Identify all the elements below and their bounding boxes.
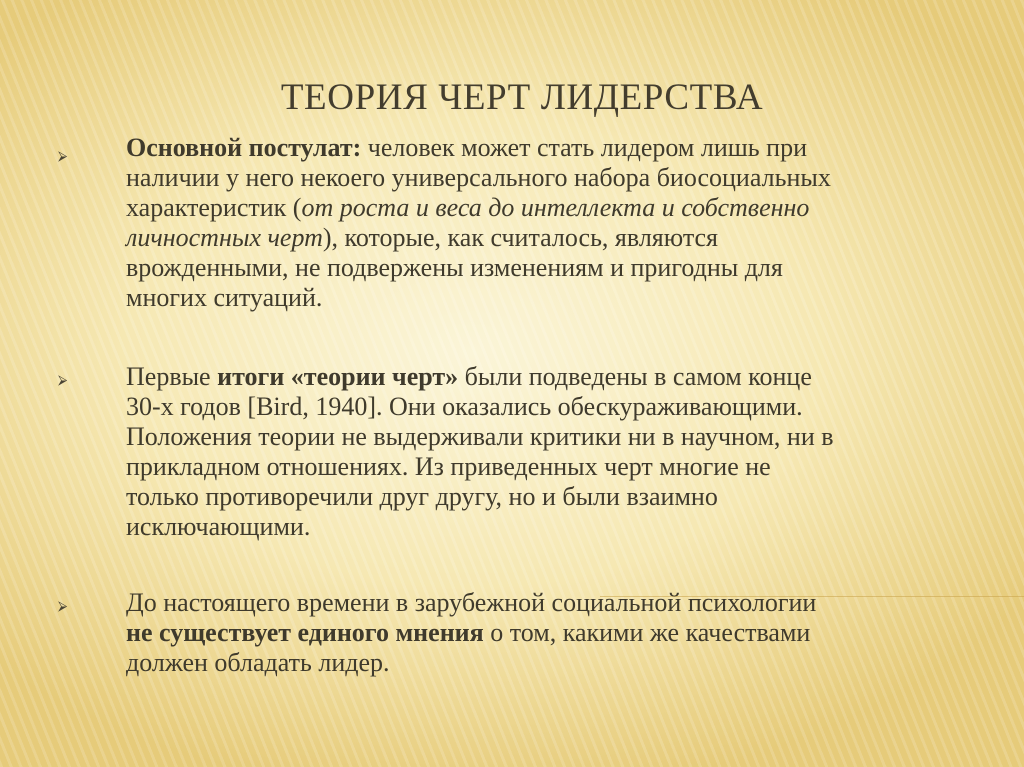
text-run: только противоречили друг другу, но и были взаимно [126, 482, 718, 511]
text-line [126, 193, 1006, 223]
text-run: характеристик ( [126, 193, 302, 222]
bullet-text [126, 133, 1006, 313]
text-run: ), которые, как считалось, являются [322, 223, 719, 252]
text-line [126, 362, 1006, 392]
text-run: 30-х годов [Bird, 1940]. Они оказались обескураживающими. [126, 392, 803, 421]
bullet-arrow-icon: ⮚ [58, 599, 68, 614]
text-line [126, 618, 1006, 648]
text-line [126, 452, 1006, 482]
text-run: должен обладать лидер. [126, 648, 390, 677]
text-line [126, 133, 1006, 163]
text-line [126, 422, 1006, 452]
text-line [126, 283, 1006, 313]
text-line [126, 392, 1006, 422]
text-line [126, 253, 1006, 283]
text-run: личностных черт [126, 223, 323, 252]
text-run: от роста и веса до интеллекта и собственно [301, 193, 810, 222]
bullet-text [126, 362, 1006, 542]
text-line [126, 163, 1006, 193]
text-run: прикладном отношениях. Из приведенных черт многие не [126, 452, 771, 481]
text-run: Основной постулат: [126, 133, 368, 162]
text-run: итоги «теории черт» [217, 362, 459, 391]
text-run: Первые [126, 362, 218, 391]
bullet-text [126, 588, 1006, 678]
text-run: исключающими. [126, 512, 311, 541]
text-line [126, 223, 1006, 253]
text-run: врожденными, не подвержены изменениям и пригодны для [126, 253, 783, 282]
bullet-arrow-icon: ⮚ [58, 149, 68, 164]
slide-title: ТЕОРИЯ ЧЕРТ ЛИДЕРСТВА [280, 77, 764, 118]
text-line [126, 648, 1006, 678]
text-line [126, 512, 1006, 542]
text-run: не существует единого мнения [126, 618, 484, 647]
text-run: были подведены в самом конце [458, 362, 812, 391]
text-line [126, 588, 1006, 618]
text-run: наличии у него некоего универсального набора биосоциальных [126, 163, 831, 192]
text-run: Положения теории не выдерживали критики ни в научном, ни в [126, 422, 834, 451]
bullet-arrow-icon: ⮚ [58, 373, 68, 388]
text-run: человек может стать лидером лишь при [367, 133, 807, 162]
text-line [126, 482, 1006, 512]
text-run: До настоящего времени в зарубежной социальной психологии [126, 588, 817, 617]
text-run: многих ситуаций. [126, 283, 323, 312]
text-run: о том, какими же качествами [483, 618, 811, 647]
